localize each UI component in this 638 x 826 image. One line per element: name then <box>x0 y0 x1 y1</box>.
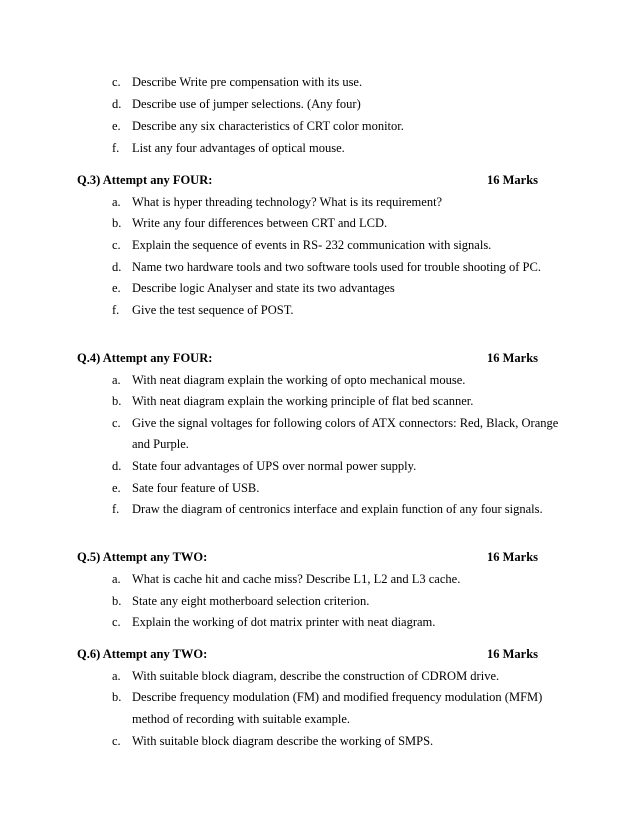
item-letter: c. <box>112 416 121 430</box>
item-letter: e. <box>112 481 121 495</box>
item-text: With suitable block diagram describe the working of SMPS. <box>132 734 434 748</box>
question-marks: 16 Marks <box>487 647 539 661</box>
item-letter: a. <box>112 572 121 586</box>
item-letter: d. <box>112 97 122 111</box>
item-text-continuation: and Purple. <box>132 437 189 451</box>
item-text: List any four advantages of optical mouse. <box>132 141 345 155</box>
item-letter: d. <box>112 260 122 274</box>
question-marks: 16 Marks <box>487 351 539 365</box>
item-text: Explain the sequence of events in RS- 232 communication with signals. <box>132 238 492 252</box>
item-text: What is cache hit and cache miss? Describe L1, L2 and L3 cache. <box>132 572 461 586</box>
item-text: With neat diagram explain the working of opto mechanical mouse. <box>132 373 466 387</box>
item-text: Describe frequency modulation (FM) and modified frequency modulation (MFM) <box>132 690 543 704</box>
item-text: Explain the working of dot matrix printer with neat diagram. <box>132 615 436 629</box>
item-letter: f. <box>112 303 120 317</box>
item-text: Give the signal voltages for following colors of ATX connectors: Red, Black, Orange <box>132 416 559 430</box>
item-text: Describe use of jumper selections. (Any four) <box>132 97 361 111</box>
item-letter: f. <box>112 141 120 155</box>
question-heading: Q.3) Attempt any FOUR: <box>77 173 213 187</box>
question-marks: 16 Marks <box>487 550 539 564</box>
item-letter: b. <box>112 594 122 608</box>
item-letter: c. <box>112 238 121 252</box>
item-text: Draw the diagram of centronics interface and explain function of any four signals. <box>132 502 543 516</box>
item-text: What is hyper threading technology? What is its requirement? <box>132 195 443 209</box>
item-text: Describe Write pre compensation with its use. <box>132 75 363 89</box>
item-text: State four advantages of UPS over normal power supply. <box>132 459 417 473</box>
item-letter: c. <box>112 75 121 89</box>
item-text: Write any four differences between CRT and LCD. <box>132 216 388 230</box>
item-text: Give the test sequence of POST. <box>132 303 294 317</box>
item-letter: c. <box>112 615 121 629</box>
item-letter: b. <box>112 394 122 408</box>
question-heading: Q.5) Attempt any TWO: <box>77 550 208 564</box>
item-letter: a. <box>112 669 121 683</box>
item-letter: b. <box>112 690 122 704</box>
question-heading: Q.6) Attempt any TWO: <box>77 647 208 661</box>
item-letter: a. <box>112 373 121 387</box>
item-letter: c. <box>112 734 121 748</box>
item-text: Name two hardware tools and two software tools used for trouble shooting of PC. <box>132 260 541 274</box>
item-text: State any eight motherboard selection criterion. <box>132 594 370 608</box>
item-text: Describe logic Analyser and state its two advantages <box>132 281 395 295</box>
question-marks: 16 Marks <box>487 173 539 187</box>
item-letter: e. <box>112 281 121 295</box>
item-letter: d. <box>112 459 122 473</box>
item-letter: f. <box>112 502 120 516</box>
question-heading: Q.4) Attempt any FOUR: <box>77 351 213 365</box>
item-text: Sate four feature of USB. <box>132 481 260 495</box>
item-text: With neat diagram explain the working principle of flat bed scanner. <box>132 394 474 408</box>
item-text: Describe any six characteristics of CRT color monitor. <box>132 119 404 133</box>
item-letter: b. <box>112 216 122 230</box>
item-letter: e. <box>112 119 121 133</box>
item-text: With suitable block diagram, describe the construction of CDROM drive. <box>132 669 500 683</box>
item-text-continuation: method of recording with suitable example. <box>132 712 350 726</box>
item-letter: a. <box>112 195 121 209</box>
